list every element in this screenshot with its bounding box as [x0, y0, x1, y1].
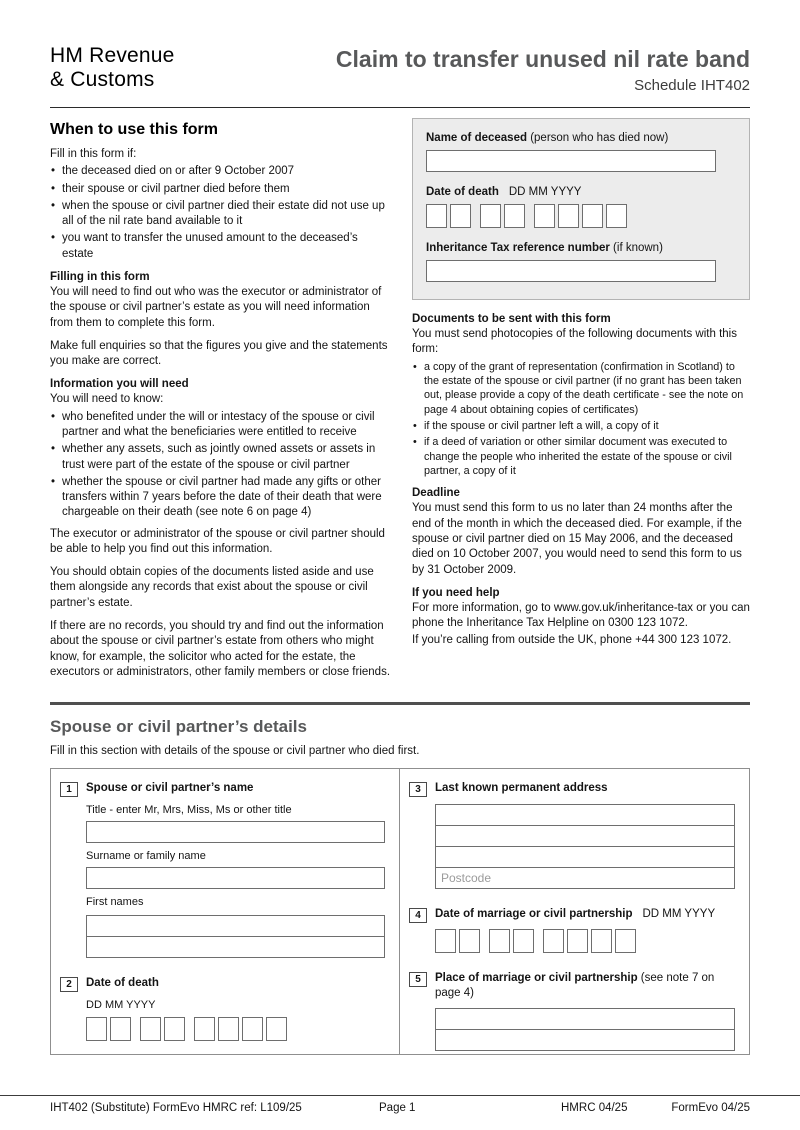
deceased-date-of-death-box[interactable] [606, 204, 627, 228]
question-3 [409, 781, 735, 889]
marriage-place-inputs [435, 1008, 735, 1051]
marriage-place-label-bold: Place of marriage or civil partnership [435, 972, 638, 985]
name-of-deceased-label [426, 132, 736, 144]
footer-formevo-version: FormEvo 04/25 [671, 1102, 750, 1114]
postcode-input[interactable] [435, 867, 735, 889]
marriage-place-label-note: (see note 7 on page 4) [435, 972, 715, 1000]
right-column [412, 118, 750, 688]
marriage-date-box[interactable] [513, 929, 534, 953]
help-paragraph-1: For more information, go to www.gov.uk/inheritance-tax or you can phone the Inheritance Tax Helpline on 0300 123 1072. [412, 601, 750, 630]
marriage-date-box[interactable] [459, 929, 480, 953]
spouse-date-of-death-box[interactable] [194, 1017, 215, 1041]
information-needed-bullet-list [50, 410, 392, 521]
question-number: 1 [60, 782, 78, 797]
marriage-date-boxes [435, 929, 735, 953]
hmrc-logo [50, 44, 175, 92]
spouse-date-of-death-box[interactable] [86, 1017, 107, 1041]
address-line-2-input[interactable] [435, 825, 735, 847]
question-2-header [60, 976, 385, 992]
page-subtitle: Schedule IHT402 [634, 77, 750, 94]
when-to-use-heading: When to use this form [50, 121, 218, 138]
question-3-header [409, 781, 735, 797]
marriage-date-box[interactable] [615, 929, 636, 953]
marriage-date-box[interactable] [489, 929, 510, 953]
question-4-body [435, 929, 735, 953]
marriage-date-box[interactable] [567, 929, 588, 953]
executor-help-paragraph: The executor or administrator of the spouse or civil partner should be able to help you find out this information. [50, 527, 385, 555]
header-divider [50, 107, 750, 108]
spouse-date-of-death-box[interactable] [242, 1017, 263, 1041]
marriage-date-box[interactable] [435, 929, 456, 953]
spouse-details-right-column [400, 769, 749, 1054]
deadline-paragraph: You must send this form to us no later than 24 months after the end of the month in which the deceased died. For example, if the spouse or civil partner died on 15 May 2006, and the deceased died on 10 October 2007, you would need to send this form to us by 31 October 2009. [412, 502, 742, 576]
marriage-date-box[interactable] [543, 929, 564, 953]
address-line-3-input[interactable] [435, 846, 735, 868]
spouse-date-of-death-box[interactable] [110, 1017, 131, 1041]
name-of-deceased-input[interactable] [426, 150, 716, 172]
bullet-item: • you want to transfer the unused amount to the deceased’s estate [50, 231, 392, 262]
spouse-date-of-death-format: DD MM YYYY [86, 999, 156, 1012]
bullet-item: • when the spouse or civil partner died their estate did not use up all of the nil rate band available to it [50, 199, 392, 230]
form-header [50, 44, 750, 94]
spouse-date-of-death-label: Date of death [86, 977, 159, 990]
deceased-date-of-death-box[interactable] [450, 204, 471, 228]
marriage-date-label-bold: Date of marriage or civil partnership [435, 908, 633, 921]
question-1 [60, 781, 385, 958]
spouse-details-intro: Fill in this section with details of the spouse or civil partner who died first. [50, 745, 420, 758]
date-of-death-label [426, 186, 736, 198]
question-2 [60, 976, 385, 1041]
marriage-date-box[interactable] [591, 929, 612, 953]
deceased-date-of-death-boxes [426, 204, 736, 228]
information-needed-heading: Information you will need [50, 378, 189, 391]
surname-sublabel: Surname or family name [86, 850, 206, 863]
spouse-first-names-input-line2[interactable] [86, 936, 385, 958]
no-records-paragraph: If there are no records, you should try and find out the information about the spouse or civil partner’s estate from others who might know, for example, the solicitor who acted for the estate, the executors or administrators, other family members or close friends. [50, 620, 391, 678]
documents-intro: You must send photocopies of the following documents with this form: [412, 328, 737, 356]
marriage-place-input-line1[interactable] [435, 1008, 735, 1030]
spouse-details-heading: Spouse or civil partner’s details [50, 717, 307, 737]
spouse-details-left-column [51, 769, 400, 1054]
spouse-date-of-death-box[interactable] [218, 1017, 239, 1041]
spouse-title-input[interactable] [86, 821, 385, 843]
bullet-item: • whether any assets, such as jointly owned assets or assets in trust were part of the estate of the spouse or civil partner [50, 442, 392, 473]
spouse-date-of-death-box[interactable] [266, 1017, 287, 1041]
hmrc-logo-line2: & Customs [50, 67, 155, 91]
footer-hmrc-version: HMRC 04/25 [561, 1102, 628, 1114]
footer-divider [0, 1095, 800, 1096]
spouse-date-of-death-box[interactable] [140, 1017, 161, 1041]
question-4-header [409, 907, 735, 923]
marriage-place-label [435, 971, 735, 1001]
filling-in-heading: Filling in this form [50, 270, 150, 283]
bullet-item: • who benefited under the will or intestacy of the spouse or civil partner and what the beneficiaries were entitled to receive [50, 410, 392, 441]
iht-reference-label-bold: Inheritance Tax reference number [426, 242, 610, 254]
question-5-body [435, 1008, 735, 1051]
bullet-item: • the deceased died on or after 9 October 2007 [50, 164, 392, 179]
marriage-place-input-line2[interactable] [435, 1029, 735, 1051]
page-title: Claim to transfer unused nil rate band [335, 46, 750, 72]
date-of-death-label-bold: Date of death [426, 186, 499, 198]
iht-reference-label [426, 242, 736, 254]
deceased-date-of-death-box[interactable] [504, 204, 525, 228]
name-of-deceased-label-note: (person who has died now) [527, 132, 669, 144]
spouse-details-box [50, 768, 750, 1055]
iht-reference-label-note: (if known) [609, 242, 663, 254]
help-paragraph-2: If you’re calling from outside the UK, phone +44 300 123 1072. [412, 634, 732, 647]
spouse-date-of-death-boxes [86, 1017, 385, 1041]
spouse-name-label: Spouse or civil partner’s name [86, 782, 254, 795]
filling-in-paragraph-2: Make full enquiries so that the figures you give and the statements you make are correct. [50, 339, 388, 368]
deceased-date-of-death-box[interactable] [534, 204, 555, 228]
guidance-columns [50, 118, 750, 688]
name-of-deceased-label-bold: Name of deceased [426, 132, 527, 144]
title-block [336, 44, 750, 94]
footer-page-number: Page 1 [379, 1102, 416, 1114]
first-names-inputs [86, 915, 385, 958]
marriage-date-label [435, 907, 715, 922]
iht-reference-input[interactable] [426, 260, 716, 282]
footer-reference: IHT402 (Substitute) FormEvo HMRC ref: L109/25 [50, 1102, 302, 1114]
question-5 [409, 971, 735, 1051]
documents-heading: Documents to be sent with this form [412, 313, 611, 325]
deceased-date-of-death-box[interactable] [558, 204, 579, 228]
when-to-use-intro: Fill in this form if: [50, 148, 137, 160]
form-footer [50, 1102, 750, 1117]
address-label: Last known permanent address [435, 782, 608, 795]
when-to-use-bullet-list [50, 164, 392, 262]
hmrc-logo-line1: HM Revenue [50, 44, 175, 67]
question-1-body [86, 804, 385, 958]
help-heading: If you need help [412, 586, 500, 599]
question-5-header [409, 971, 735, 1001]
spouse-date-of-death-box[interactable] [164, 1017, 185, 1041]
question-3-body [435, 804, 735, 889]
bullet-item: • whether the spouse or civil partner had made any gifts or other transfers within 7 years before the date of their death that were chargeable on their death (see note 6 on page 4) [50, 475, 392, 521]
obtain-copies-paragraph: You should obtain copies of the documents listed aside and use them alongside any records that exist about the spouse or civil partner’s estate. [50, 566, 374, 609]
bullet-item: • their spouse or civil partner died before them [50, 182, 392, 197]
question-number: 2 [60, 977, 78, 992]
when-to-use-column [50, 118, 392, 688]
question-number: 4 [409, 908, 427, 923]
bullet-item: • if the spouse or civil partner left a will, a copy of it [412, 419, 750, 433]
deceased-date-of-death-box[interactable] [480, 204, 501, 228]
marriage-date-format: DD MM YYYY [642, 908, 716, 921]
deceased-date-of-death-box[interactable] [582, 204, 603, 228]
question-4 [409, 907, 735, 953]
documents-bullet-list [412, 360, 750, 479]
question-number: 5 [409, 972, 427, 987]
spouse-first-names-input-line1[interactable] [86, 915, 385, 937]
address-line-1-input[interactable] [435, 804, 735, 826]
question-2-body [86, 999, 385, 1041]
address-inputs [435, 804, 735, 889]
date-of-death-format: DD MM YYYY [508, 186, 582, 198]
spouse-surname-input[interactable] [86, 867, 385, 889]
filling-in-paragraph-1: You will need to find out who was the executor or administrator of the spouse or civil partner’s estate as you will need information from them to complete this form. [50, 285, 382, 329]
bullet-item: • a copy of the grant of representation (confirmation in Scotland) to the estate of the spouse or civil partner (if no grant has been taken out, please provide a copy of the death certificate - see the note on page 4 about obtaining copies of certificates) [412, 360, 750, 417]
information-needed-intro: You will need to know: [50, 393, 164, 406]
title-sublabel: Title - enter Mr, Mrs, Miss, Ms or other title [86, 804, 292, 817]
deceased-date-of-death-box[interactable] [426, 204, 447, 228]
question-1-header [60, 781, 385, 797]
deceased-details-panel [412, 118, 750, 300]
section-divider [50, 702, 750, 705]
question-number: 3 [409, 782, 427, 797]
first-names-sublabel: First names [86, 896, 144, 909]
deadline-heading: Deadline [412, 487, 460, 500]
bullet-item: • if a deed of variation or other similar document was executed to change the people who inherited the estate of the spouse or civil partner, a copy of it [412, 435, 750, 478]
